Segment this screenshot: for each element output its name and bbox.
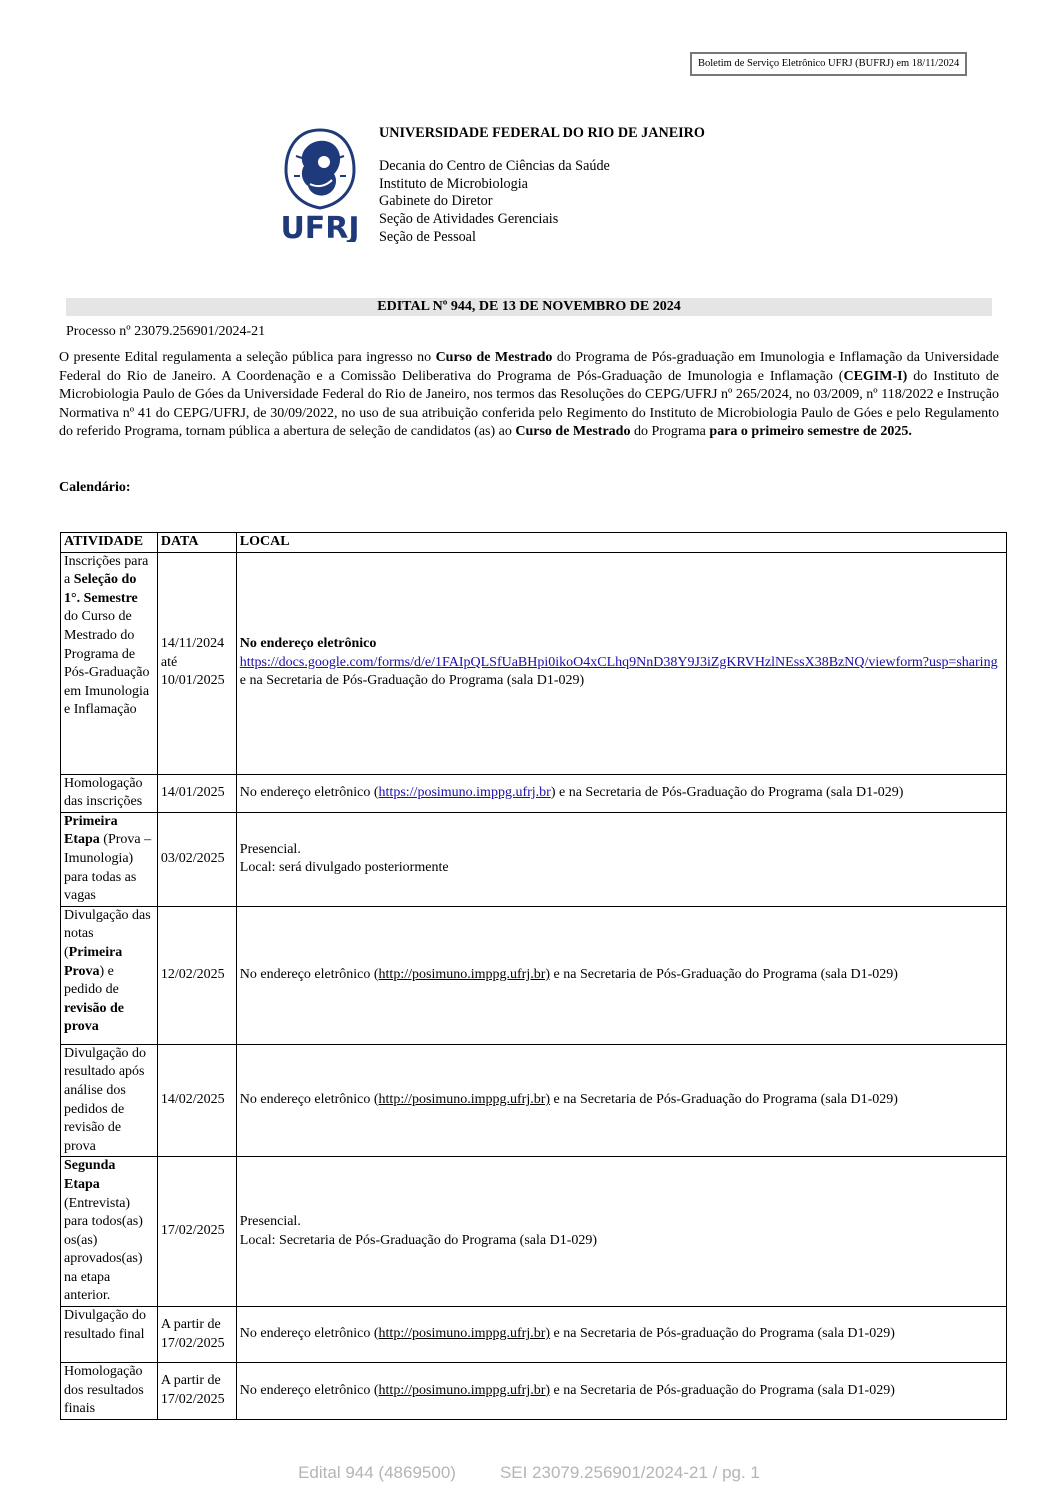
intro-bold: para o primeiro semestre de 2025. [709, 424, 912, 440]
intro-text: O presente Edital regulamenta a seleção pública para ingresso no [59, 350, 436, 365]
calendar-heading: Calendário: [59, 480, 131, 495]
date-cell: 14/02/2025 [157, 1044, 236, 1157]
location-link[interactable]: http://posimuno.imppg.ufrj.br) [378, 1092, 551, 1108]
cell-text: No endereço eletrônico ( [239, 1326, 379, 1342]
date-cell: 14/01/2025 [157, 774, 236, 812]
activity-cell [61, 1307, 158, 1363]
bold-text: No endereço eletrônico [239, 636, 377, 652]
activity-cell [61, 1044, 158, 1157]
cell-text: ) e pedido de [64, 963, 119, 998]
cell-text: Presencial. [239, 1214, 301, 1230]
location-link[interactable]: http://posimuno.imppg.ufrj.br) [378, 966, 551, 982]
date-cell: 03/02/2025 [157, 812, 236, 906]
page-footer [0, 1463, 1058, 1483]
header-line: Seção de Pessoal [379, 228, 476, 245]
intro-paragraph [59, 349, 999, 442]
location-link[interactable]: https://docs.google.com/forms/d/e/1FAIpQLSfUaBHpi0ikoO4xCLhq9NnD38Y9J3iZgKRVHzlNEssX38BzNQ/viewform?usp=sharing [239, 654, 998, 670]
column-header-location: LOCAL [236, 533, 1006, 553]
header-line: Seção de Atividades Gerenciais [379, 211, 559, 228]
cell-text: e na Secretaria de Pós-graduação do Programa (sala D1-029) [550, 1326, 895, 1342]
date-cell: A partir de 17/02/2025 [157, 1363, 236, 1420]
cell-text: (Prova – Imunologia) para todas as vagas [64, 832, 152, 904]
location-link[interactable]: https://posimuno.imppg.ufrj.br [378, 784, 551, 800]
date-cell: 14/11/2024 até 10/01/2025 [157, 552, 236, 774]
date-cell: 12/02/2025 [157, 906, 236, 1044]
process-number: Processo nº 23079.256901/2024-21 [66, 324, 266, 339]
date-cell: 17/02/2025 [157, 1157, 236, 1307]
activity-cell [61, 906, 158, 1044]
header-line: Decania do Centro de Ciências da Saúde [379, 157, 610, 174]
table-row [61, 906, 1007, 1044]
intro-text: do Instituto de Microbiologia Paulo de Góes da Universidade Federal do Rio de Janeiro, nos termos das Resoluções do CEPG/UFRJ nº 265/2024, no 03/2009, nº 118/2022 e Instrução Normativa nº 41 do CEPG/UFRJ, de 30/09/2022, no uso de sua atribuição conferida pelo Regimento do Instituto de Microbiologia Paulo de Góes e pelo Regulamento do referido Programa, tornam pública a abertura de seleção de candidatos (as) ao [59, 368, 999, 440]
column-header-activity: ATIVIDADE [61, 533, 158, 553]
schedule-table [60, 532, 1007, 1420]
bold-text: Segunda Etapa [64, 1158, 116, 1192]
bold-text: Primeira Etapa [64, 813, 118, 848]
cell-text: e na Secretaria de Pós-Graduação do Programa (sala D1-029) [550, 1092, 898, 1108]
location-cell [236, 1363, 1006, 1420]
cell-text: No endereço eletrônico ( [239, 784, 379, 800]
location-cell [236, 552, 1006, 774]
cell-text: e na Secretaria de Pós-Graduação do Programa (sala D1-029) [239, 673, 585, 689]
location-cell [236, 812, 1006, 906]
minerva-emblem-icon [274, 126, 366, 242]
location-cell [236, 1044, 1006, 1157]
footer-sei-page: SEI 23079.256901/2024-21 / pg. 1 [499, 1463, 760, 1482]
table-row [61, 1044, 1007, 1157]
cell-text: Homologação das inscrições [64, 775, 143, 810]
intro-text: do Programa de Pós-graduação em Imunologia e Inflamação da Universidade Federal do Rio de Janeiro. A Coordenação e a Comissão Deliberativa do Programa de Pós-Graduação de Imunologia e Inflamação ( [59, 350, 999, 384]
institution-header [379, 125, 705, 247]
table-row [61, 1157, 1007, 1307]
cell-text: e na Secretaria de Pós-Graduação do Programa (sala D1-029) [550, 966, 898, 982]
column-header-date: DATA [157, 533, 236, 553]
intro-bold: Curso de Mestrado [515, 424, 631, 440]
location-link[interactable]: http://posimuno.imppg.ufrj.br) [378, 1326, 551, 1342]
header-line: Instituto de Microbiologia [379, 175, 528, 192]
intro-bold: Curso de Mestrado [435, 350, 553, 365]
cell-text: Local: será divulgado posteriormente [239, 860, 449, 876]
footer-document-id: Edital 944 (4869500) [298, 1463, 456, 1482]
activity-cell [61, 1363, 158, 1420]
bulletin-stamp: Boletim de Serviço Eletrônico UFRJ (BUFRJ) em 18/11/2024 [690, 52, 967, 76]
bold-text: Primeira Prova [64, 944, 123, 979]
header-line: Gabinete do Diretor [379, 193, 493, 210]
document-title: EDITAL Nº 944, DE 13 DE NOVEMBRO DE 2024 [66, 298, 992, 316]
cell-text: Presencial. [239, 841, 301, 857]
cell-text: No endereço eletrônico ( [239, 1092, 379, 1108]
table-row [61, 1363, 1007, 1420]
location-cell [236, 906, 1006, 1044]
bold-text: Seleção do 1°. Semestre [64, 572, 138, 606]
cell-text: Homologação dos resultados finais [64, 1364, 144, 1417]
cell-text: (Entrevista) para todos(as) os(as) aprovados(as) na etapa anterior. [64, 1195, 143, 1304]
bold-text: revisão de prova [64, 1000, 125, 1035]
university-name: UNIVERSIDADE FEDERAL DO RIO DE JANEIRO [379, 125, 705, 141]
intro-bold: CEGIM-I) [843, 368, 908, 384]
table-row [61, 812, 1007, 906]
activity-cell [61, 774, 158, 812]
ufrj-logo [274, 126, 366, 242]
schedule-body [61, 552, 1007, 1419]
activity-cell [61, 1157, 158, 1307]
table-row [61, 552, 1007, 774]
cell-text: Divulgação das notas ( [64, 907, 151, 960]
activity-cell [61, 812, 158, 906]
cell-text: do Curso de Mestrado do Programa de Pós-Graduação em Imunologia e Inflamação [64, 609, 150, 718]
intro-text: do Programa [630, 424, 710, 440]
activity-cell [61, 552, 158, 774]
location-cell [236, 1157, 1006, 1307]
table-header-row [61, 533, 1007, 553]
cell-text: No endereço eletrônico ( [239, 1382, 379, 1398]
location-cell [236, 774, 1006, 812]
cell-text: No endereço eletrônico ( [239, 966, 379, 982]
location-link[interactable]: http://posimuno.imppg.ufrj.br) [378, 1382, 551, 1398]
logo-text: UFRJ [280, 211, 360, 242]
table-row [61, 1307, 1007, 1363]
table-row [61, 774, 1007, 812]
cell-text: ) e na Secretaria de Pós-Graduação do Programa (sala D1-029) [550, 784, 904, 800]
cell-text: e na Secretaria de Pós-graduação do Programa (sala D1-029) [550, 1382, 895, 1398]
cell-text: Local: Secretaria de Pós-Graduação do Programa (sala D1-029) [239, 1232, 598, 1248]
location-cell [236, 1307, 1006, 1363]
date-cell: A partir de 17/02/2025 [157, 1307, 236, 1363]
cell-text: Inscrições para a [64, 553, 149, 588]
cell-text: Divulgação do resultado após análise dos pedidos de revisão de prova [64, 1045, 147, 1154]
cell-text: Divulgação do resultado final [64, 1308, 147, 1342]
